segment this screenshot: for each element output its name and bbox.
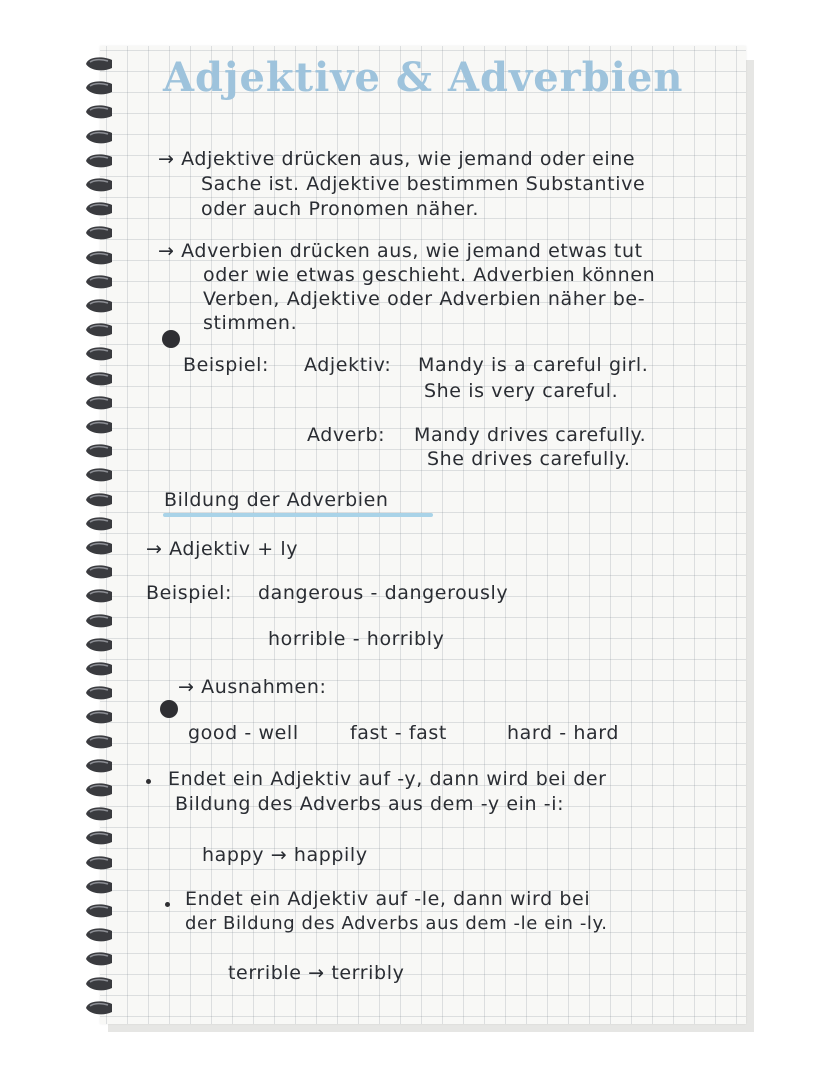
- spiral-coil: [82, 102, 116, 122]
- spiral-coil: [82, 780, 116, 800]
- adjektive-line-3: oder auch Pronomen näher.: [201, 198, 480, 220]
- spiral-coil: [82, 853, 116, 873]
- le-rule-line-2: der Bildung des Adverbs aus dem -le ein -ly.: [185, 913, 608, 934]
- adjektiv-example-1: Mandy is a careful girl.: [418, 354, 649, 376]
- spiral-coil: [82, 925, 116, 945]
- spiral-coil: [82, 562, 116, 582]
- bildung-rule: → Adjektiv + ly: [146, 538, 299, 560]
- spiral-coil: [82, 369, 116, 389]
- spiral-coil: [82, 320, 116, 340]
- spiral-binding: [82, 46, 116, 1026]
- spiral-coil: [82, 611, 116, 631]
- spiral-coil: [82, 127, 116, 147]
- adjektiv-example-2: She is very careful.: [424, 380, 619, 402]
- y-rule-line-1: Endet ein Adjektiv auf -y, dann wird bei der: [168, 768, 607, 790]
- spiral-coil: [82, 804, 116, 824]
- ausnahme-3: hard - hard: [507, 722, 619, 744]
- spiral-coil: [82, 78, 116, 98]
- le-example: terrible → terribly: [228, 962, 405, 984]
- spiral-coil: [82, 586, 116, 606]
- heading-highlight: [163, 513, 433, 517]
- spiral-coil: [82, 417, 116, 437]
- bildung-example-2: horrible - horribly: [268, 628, 445, 650]
- ausnahme-2: fast - fast: [350, 722, 447, 744]
- adjektive-line-1: → Adjektive drücken aus, wie jemand oder eine: [158, 148, 636, 170]
- bildung-example-1: dangerous - dangerously: [258, 582, 509, 604]
- beispiel-label: Beispiel:: [183, 354, 270, 376]
- spiral-coil: [82, 659, 116, 679]
- spiral-coil: [82, 998, 116, 1018]
- spiral-coil: [82, 199, 116, 219]
- spiral-coil: [82, 344, 116, 364]
- adverbien-line-4: stimmen.: [203, 312, 298, 334]
- spiral-coil: [82, 272, 116, 292]
- spiral-coil: [82, 828, 116, 848]
- le-rule-line-1: Endet ein Adjektiv auf -le, dann wird bei: [185, 888, 591, 910]
- bullet-dot: [160, 700, 178, 718]
- adverbien-line-1: → Adverbien drücken aus, wie jemand etwas tut: [158, 240, 643, 262]
- bullet-point: [165, 902, 170, 907]
- spiral-coil: [82, 223, 116, 243]
- spiral-coil: [82, 151, 116, 171]
- bullet-point: [146, 779, 151, 784]
- ausnahmen-label: → Ausnahmen:: [178, 676, 327, 698]
- spiral-coil: [82, 296, 116, 316]
- spiral-coil: [82, 901, 116, 921]
- spiral-coil: [82, 707, 116, 727]
- spiral-coil: [82, 393, 116, 413]
- spiral-coil: [82, 974, 116, 994]
- bildung-heading: Bildung der Adverbien: [164, 489, 389, 511]
- adjektive-line-2: Sache ist. Adjektive bestimmen Substantive: [201, 173, 646, 195]
- spiral-coil: [82, 683, 116, 703]
- spiral-coil: [82, 877, 116, 897]
- ausnahme-1: good - well: [188, 722, 299, 744]
- spiral-coil: [82, 538, 116, 558]
- spiral-coil: [82, 54, 116, 74]
- spiral-coil: [82, 248, 116, 268]
- bildung-beispiel-label: Beispiel:: [146, 582, 233, 604]
- adjektiv-label: Adjektiv:: [304, 354, 392, 376]
- spiral-coil: [82, 732, 116, 752]
- spiral-coil: [82, 175, 116, 195]
- spiral-coil: [82, 949, 116, 969]
- spiral-coil: [82, 441, 116, 461]
- adverbien-line-3: Verben, Adjektive oder Adverbien näher be-: [203, 288, 646, 310]
- page-title: Adjektive & Adverbien: [163, 54, 684, 101]
- y-example: happy → happily: [202, 844, 368, 866]
- bullet-dot: [162, 330, 180, 348]
- adverb-example-1: Mandy drives carefully.: [414, 424, 647, 446]
- spiral-coil: [82, 756, 116, 776]
- adverb-label: Adverb:: [307, 424, 386, 446]
- spiral-coil: [82, 635, 116, 655]
- spiral-coil: [82, 490, 116, 510]
- y-rule-line-2: Bildung des Adverbs aus dem -y ein -i:: [175, 793, 565, 815]
- adverbien-line-2: oder wie etwas geschieht. Adverbien können: [203, 264, 656, 286]
- adverb-example-2: She drives carefully.: [427, 448, 631, 470]
- spiral-coil: [82, 465, 116, 485]
- spiral-coil: [82, 514, 116, 534]
